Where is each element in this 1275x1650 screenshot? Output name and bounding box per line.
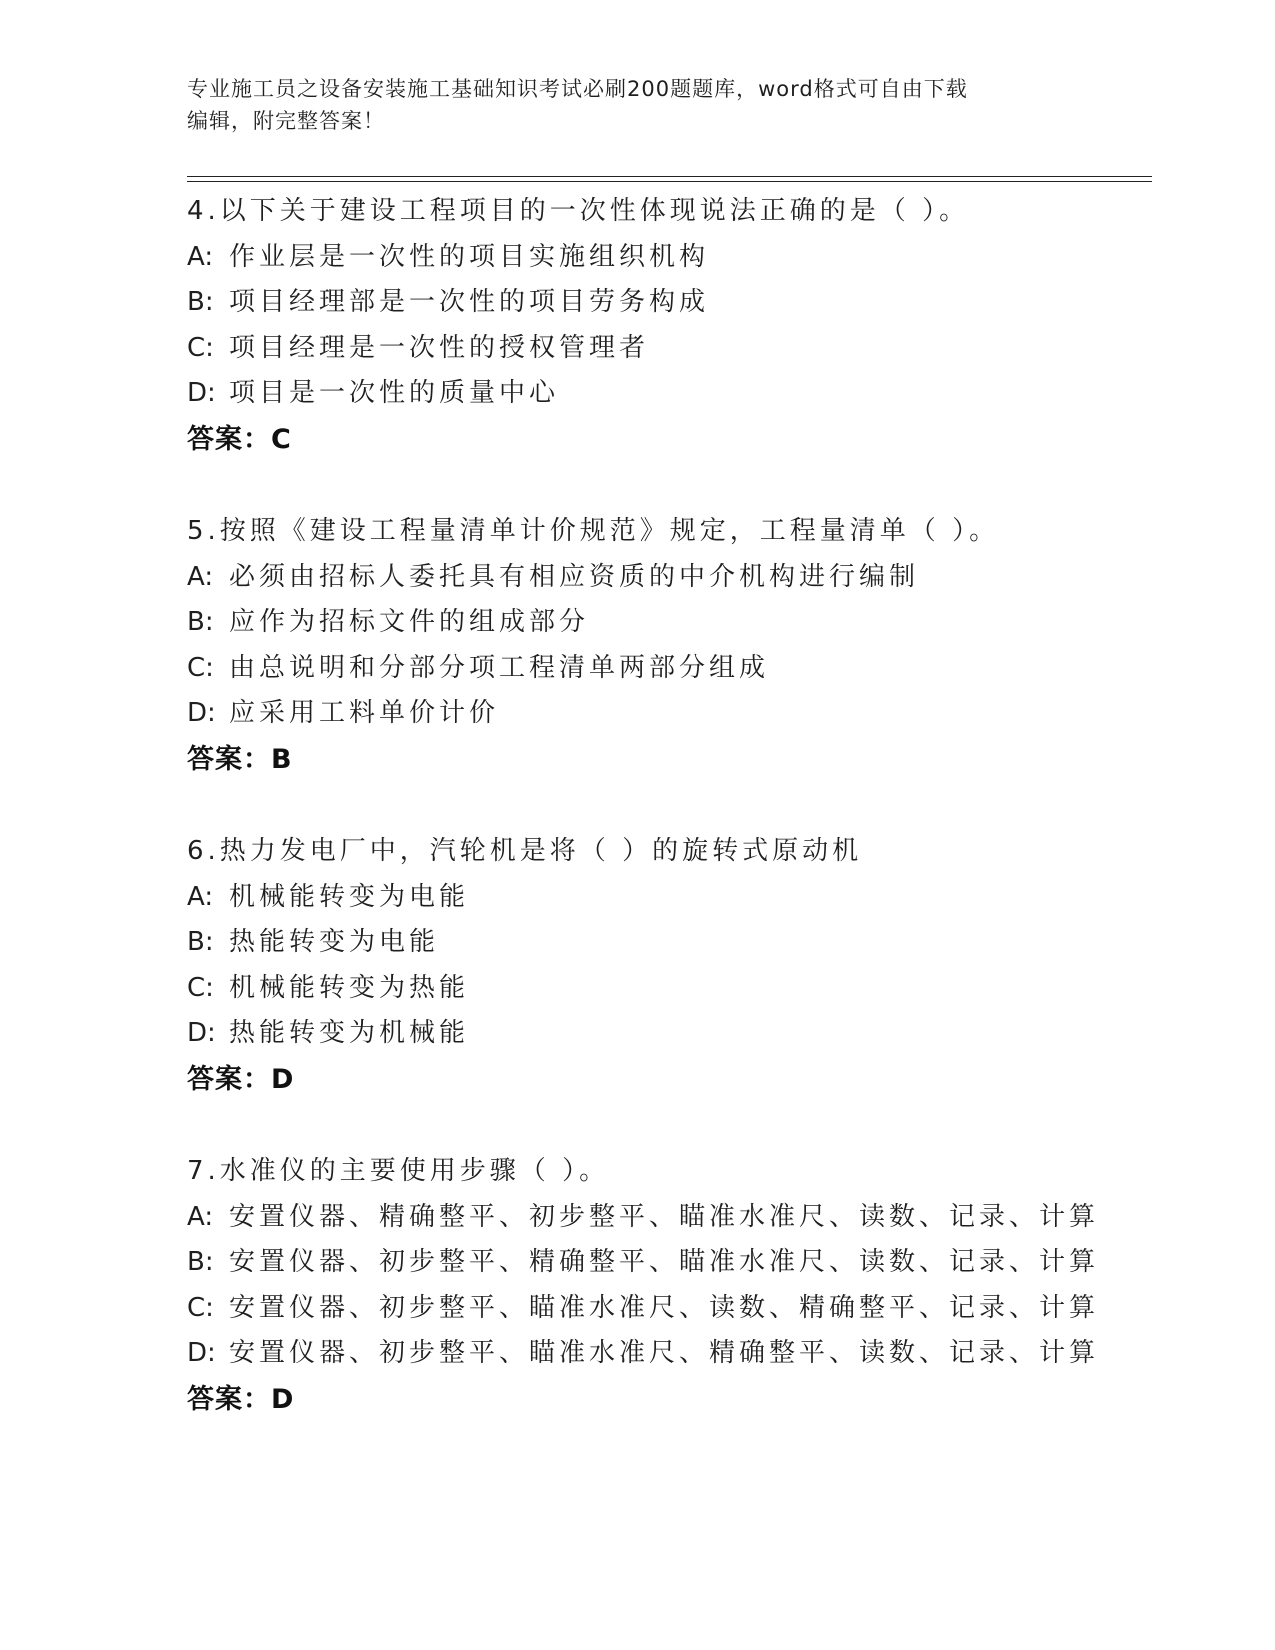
option-letter: A: xyxy=(187,1201,214,1232)
option-letter: B: xyxy=(187,287,214,317)
option-text: 安置仪器、初步整平、瞄准水准尺、精确整平、读数、记录、计算 xyxy=(229,1338,1100,1368)
option-c xyxy=(187,1286,1100,1332)
header-line-2: 编辑，附完整答案！ xyxy=(187,109,385,133)
option-text: 热能转变为机械能 xyxy=(229,1018,470,1048)
option-text: 安置仪器、初步整平、精确整平、瞄准水准尺、读数、记录、计算 xyxy=(229,1247,1100,1277)
option-letter: C: xyxy=(187,972,214,1003)
option-letter: D: xyxy=(187,1018,216,1048)
option-text: 应作为招标文件的组成部分 xyxy=(229,607,590,637)
question-list xyxy=(187,189,1100,1422)
option-letter: B: xyxy=(187,607,214,637)
option-d xyxy=(187,691,1087,737)
option-text: 作业层是一次性的项目实施组织机构 xyxy=(229,241,710,272)
option-text: 机械能转变为热能 xyxy=(229,972,470,1003)
option-text: 由总说明和分部分项工程清单两部分组成 xyxy=(229,652,770,683)
option-text: 应采用工料单价计价 xyxy=(229,698,500,728)
question-stem: 6.热力发电厂中，汽轮机是将（ ）的旋转式原动机 xyxy=(187,836,863,866)
option-a xyxy=(187,235,1087,281)
option-d xyxy=(187,1331,1100,1377)
option-letter: A: xyxy=(187,241,214,272)
option-text: 热能转变为电能 xyxy=(229,927,440,957)
option-letter: C: xyxy=(187,332,214,363)
option-a xyxy=(187,555,1087,601)
question-7 xyxy=(187,1149,1100,1422)
option-text: 机械能转变为电能 xyxy=(229,881,470,912)
option-c xyxy=(187,646,1087,692)
option-c xyxy=(187,966,1087,1012)
option-c xyxy=(187,326,1087,372)
answer-line: 答案：D xyxy=(187,1063,295,1095)
option-letter: A: xyxy=(187,561,214,592)
answer-line: 答案：C xyxy=(187,423,292,455)
option-b xyxy=(187,920,1087,966)
question-stem: 7.水准仪的主要使用步骤（ ）。 xyxy=(187,1156,610,1186)
option-letter: D: xyxy=(187,378,216,408)
option-b xyxy=(187,280,1087,326)
option-a xyxy=(187,1195,1100,1241)
option-b xyxy=(187,600,1087,646)
question-5 xyxy=(187,509,1087,782)
option-letter: A: xyxy=(187,881,214,912)
option-b xyxy=(187,1240,1100,1286)
option-text: 安置仪器、初步整平、瞄准水准尺、读数、精确整平、记录、计算 xyxy=(229,1292,1100,1323)
document-header xyxy=(187,73,1087,137)
option-text: 必须由招标人委托具有相应资质的中介机构进行编制 xyxy=(229,561,920,592)
header-line-1: 专业施工员之设备安装施工基础知识考试必刷200题题库，word格式可自由下载 xyxy=(187,77,968,101)
option-d xyxy=(187,371,1087,417)
option-text: 项目经理是一次性的授权管理者 xyxy=(229,332,650,363)
header-divider-bottom xyxy=(187,181,1152,182)
answer-line: 答案：B xyxy=(187,743,293,775)
option-text: 项目是一次性的质量中心 xyxy=(229,378,560,408)
option-text: 项目经理部是一次性的项目劳务构成 xyxy=(229,287,710,317)
question-4 xyxy=(187,189,1087,462)
question-stem: 5.按照《建设工程量清单计价规范》规定，工程量清单（ ）。 xyxy=(187,516,1000,546)
option-letter: D: xyxy=(187,698,216,728)
option-a xyxy=(187,875,1087,921)
option-d xyxy=(187,1011,1087,1057)
option-letter: D: xyxy=(187,1338,216,1368)
option-letter: B: xyxy=(187,927,214,957)
option-text: 安置仪器、精确整平、初步整平、瞄准水准尺、读数、记录、计算 xyxy=(229,1201,1100,1232)
option-letter: C: xyxy=(187,1292,214,1323)
question-6 xyxy=(187,829,1087,1102)
question-stem: 4.以下关于建设工程项目的一次性体现说法正确的是（ ）。 xyxy=(187,196,970,226)
answer-line: 答案：D xyxy=(187,1383,295,1415)
option-letter: C: xyxy=(187,652,214,683)
option-letter: B: xyxy=(187,1247,214,1277)
header-divider-top xyxy=(187,176,1152,177)
